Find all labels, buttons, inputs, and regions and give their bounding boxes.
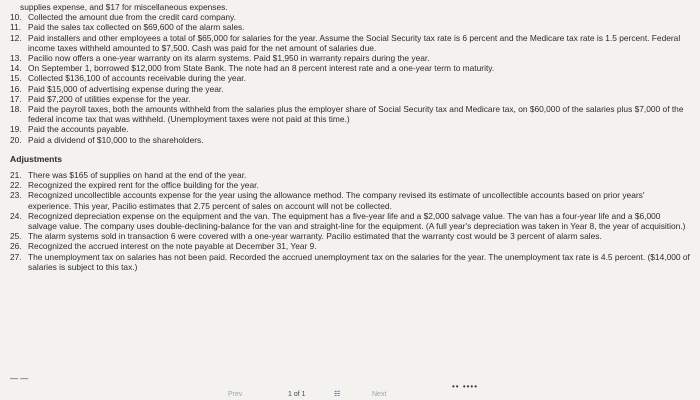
item-text: Paid $15,000 of advertising expense during the year.	[28, 83, 224, 94]
pagination-bar	[0, 373, 700, 400]
item-number: 24.	[10, 210, 22, 221]
item-number: 18.	[10, 104, 22, 115]
adjustment-item-25	[10, 231, 690, 241]
item-text: Recognized depreciation expense on the equipment and the van. The equipment has a five-year life and a $2,000 salvage value. The van has a four-year life and a $6,000 salvage value. The company uses double-declining-balance for the van and straight-line for the equipment. (A full year's depreciation was taken in Year 8, the year of acquisition.)	[28, 210, 686, 232]
adjustment-item-21	[10, 170, 690, 180]
item-text: There was $165 of supplies on hand at the end of the year.	[28, 170, 247, 181]
transaction-item-13	[10, 53, 690, 63]
item-text: Paid the sales tax collected on $69,600 of the alarm sales.	[28, 22, 245, 33]
transaction-item-20	[10, 135, 690, 145]
item-text: Collected $136,100 of accounts receivable during the year.	[28, 73, 246, 84]
transactions-list	[10, 12, 690, 145]
item-number: 27.	[10, 251, 22, 262]
next-button[interactable]: Next	[372, 390, 387, 398]
adjustments-list	[10, 170, 690, 272]
intro-line: supplies expense, and $17 for miscellaneous expenses.	[20, 2, 228, 12]
transaction-item-18	[10, 104, 690, 124]
item-number: 20.	[10, 134, 22, 145]
item-text: Paid the payroll taxes, both the amounts withheld from the salaries plus the employer share of Social Security tax and Medicare tax, on $60,000 of the salaries plus $7,000 of the federal income tax that was withheld. (Unemployment taxes were not paid at this time.)	[28, 104, 684, 125]
item-text: The alarm systems sold in transaction 6 were covered with a one-year warranty. Pacilio estimated that the warranty cost would be 3 percent of alarm sales.	[28, 231, 602, 242]
item-text: Pacilio now offers a one-year warranty on its alarm systems. Paid $1,950 in warranty repairs during the year.	[28, 53, 430, 64]
item-text: On September 1, borrowed $12,000 from State Bank. The note had an 8 percent interest rate and a one-year term to maturity.	[28, 63, 495, 74]
item-number: 17.	[10, 93, 22, 104]
item-text: Paid installers and other employees a total of $65,000 for salaries for the year. Assume the Social Security tax rate is 6 percent and the Medicare tax rate is 1.5 percent. Federal income taxes withheld amounted to $7,500. Cash was paid for the net amount of salaries due.	[28, 32, 681, 53]
transaction-item-15	[10, 73, 690, 83]
item-number: 10.	[10, 12, 22, 23]
adjustment-item-22	[10, 180, 690, 190]
transaction-item-19	[10, 124, 690, 134]
item-text: Recognized the accrued interest on the note payable at December 31, Year 9.	[28, 241, 317, 252]
item-number: 23.	[10, 190, 22, 201]
item-text: Paid the accounts payable.	[28, 124, 129, 135]
item-text: The unemployment tax on salaries has not been paid. Recorded the accrued unemployment tax on the salaries for the year. The unemployment tax rate is 4.5 percent. ($14,000 of salaries is subject to this tax.)	[28, 251, 690, 272]
item-text: Recognized the expired rent for the office building for the year.	[28, 180, 259, 191]
transaction-item-10	[10, 12, 690, 22]
adjustment-item-27	[10, 252, 690, 272]
dash-marks: — —	[10, 373, 29, 383]
page-count: 1 of 1	[288, 390, 306, 398]
item-text: Paid a dividend of $10,000 to the shareholders.	[28, 134, 204, 145]
transaction-item-14	[10, 63, 690, 73]
transaction-item-12	[10, 33, 690, 53]
adjustment-item-23	[10, 190, 690, 210]
transaction-item-17	[10, 94, 690, 104]
item-number: 12.	[10, 32, 22, 43]
item-number: 15.	[10, 73, 22, 84]
item-number: 25.	[10, 231, 22, 242]
item-number: 26.	[10, 241, 22, 252]
adjustment-item-24	[10, 211, 690, 231]
prev-button[interactable]: Prev	[228, 390, 243, 398]
grid-icon[interactable]: ☷	[334, 390, 340, 398]
transaction-item-16	[10, 84, 690, 94]
adjustment-item-26	[10, 241, 690, 251]
item-number: 16.	[10, 83, 22, 94]
item-number: 19.	[10, 124, 22, 135]
item-number: 22.	[10, 180, 22, 191]
item-number: 11.	[10, 22, 22, 33]
adjustments-heading: Adjustments	[10, 153, 63, 164]
dots-marks: •• ••••	[452, 381, 479, 391]
item-number: 14.	[10, 63, 22, 74]
item-number: 13.	[10, 53, 22, 64]
item-text: Recognized uncollectible accounts expense for the year using the allowance method. The company revised its estimate of uncollectible accounts based on prior years' experience. This year, Pacilio estimates that 2.75 percent of sales on account will not be collected.	[28, 190, 645, 211]
item-text: Paid $7,200 of utilities expense for the year.	[28, 93, 191, 104]
item-text: Collected the amount due from the credit card company.	[28, 12, 236, 23]
transaction-item-11	[10, 22, 690, 32]
item-number: 21.	[10, 170, 22, 181]
